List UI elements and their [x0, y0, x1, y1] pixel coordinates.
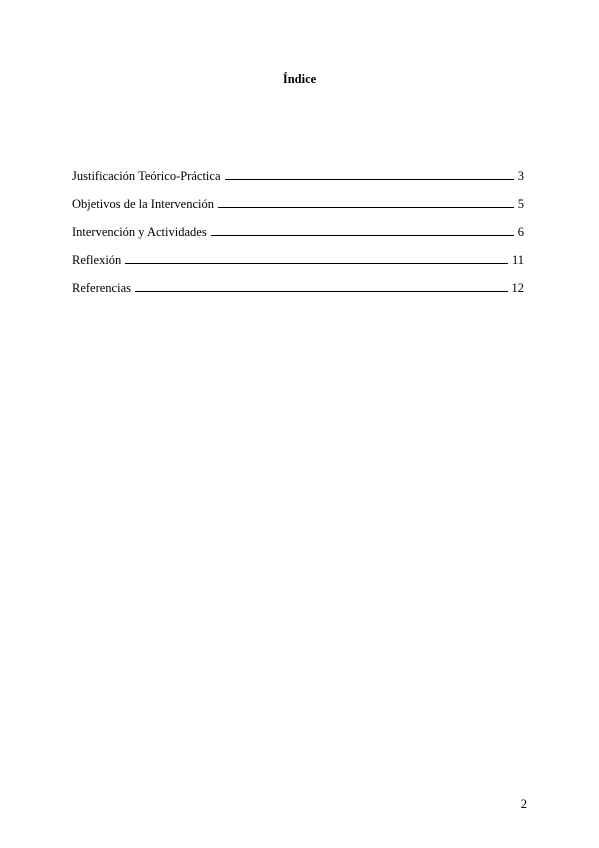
toc-entry-referencias[interactable] [72, 268, 524, 296]
toc-title: Índice [282, 72, 317, 86]
toc-leader-line [225, 179, 514, 180]
toc-entry-page: 5 [517, 197, 524, 211]
page-number: 2 [520, 797, 527, 811]
table-of-contents [72, 156, 524, 296]
toc-entry-page: 3 [517, 169, 524, 183]
toc-entry-label: Justificación Teórico-Práctica [72, 169, 221, 183]
toc-entry-label: Referencias [72, 281, 131, 295]
toc-entry-page: 6 [517, 225, 524, 239]
toc-entry-justificacion[interactable] [72, 156, 524, 184]
toc-entry-intervencion[interactable] [72, 212, 524, 240]
toc-leader-line [211, 235, 514, 236]
toc-leader-line [218, 207, 514, 208]
toc-entry-page: 11 [511, 253, 524, 267]
toc-entry-label: Objetivos de la Intervención [72, 197, 214, 211]
toc-leader-line [135, 291, 508, 292]
toc-leader-line [125, 263, 508, 264]
toc-entry-reflexion[interactable] [72, 240, 524, 268]
toc-entry-page: 12 [511, 281, 524, 295]
toc-entry-label: Intervención y Actividades [72, 225, 207, 239]
toc-entry-label: Reflexión [72, 253, 122, 267]
toc-entry-objetivos[interactable] [72, 184, 524, 212]
